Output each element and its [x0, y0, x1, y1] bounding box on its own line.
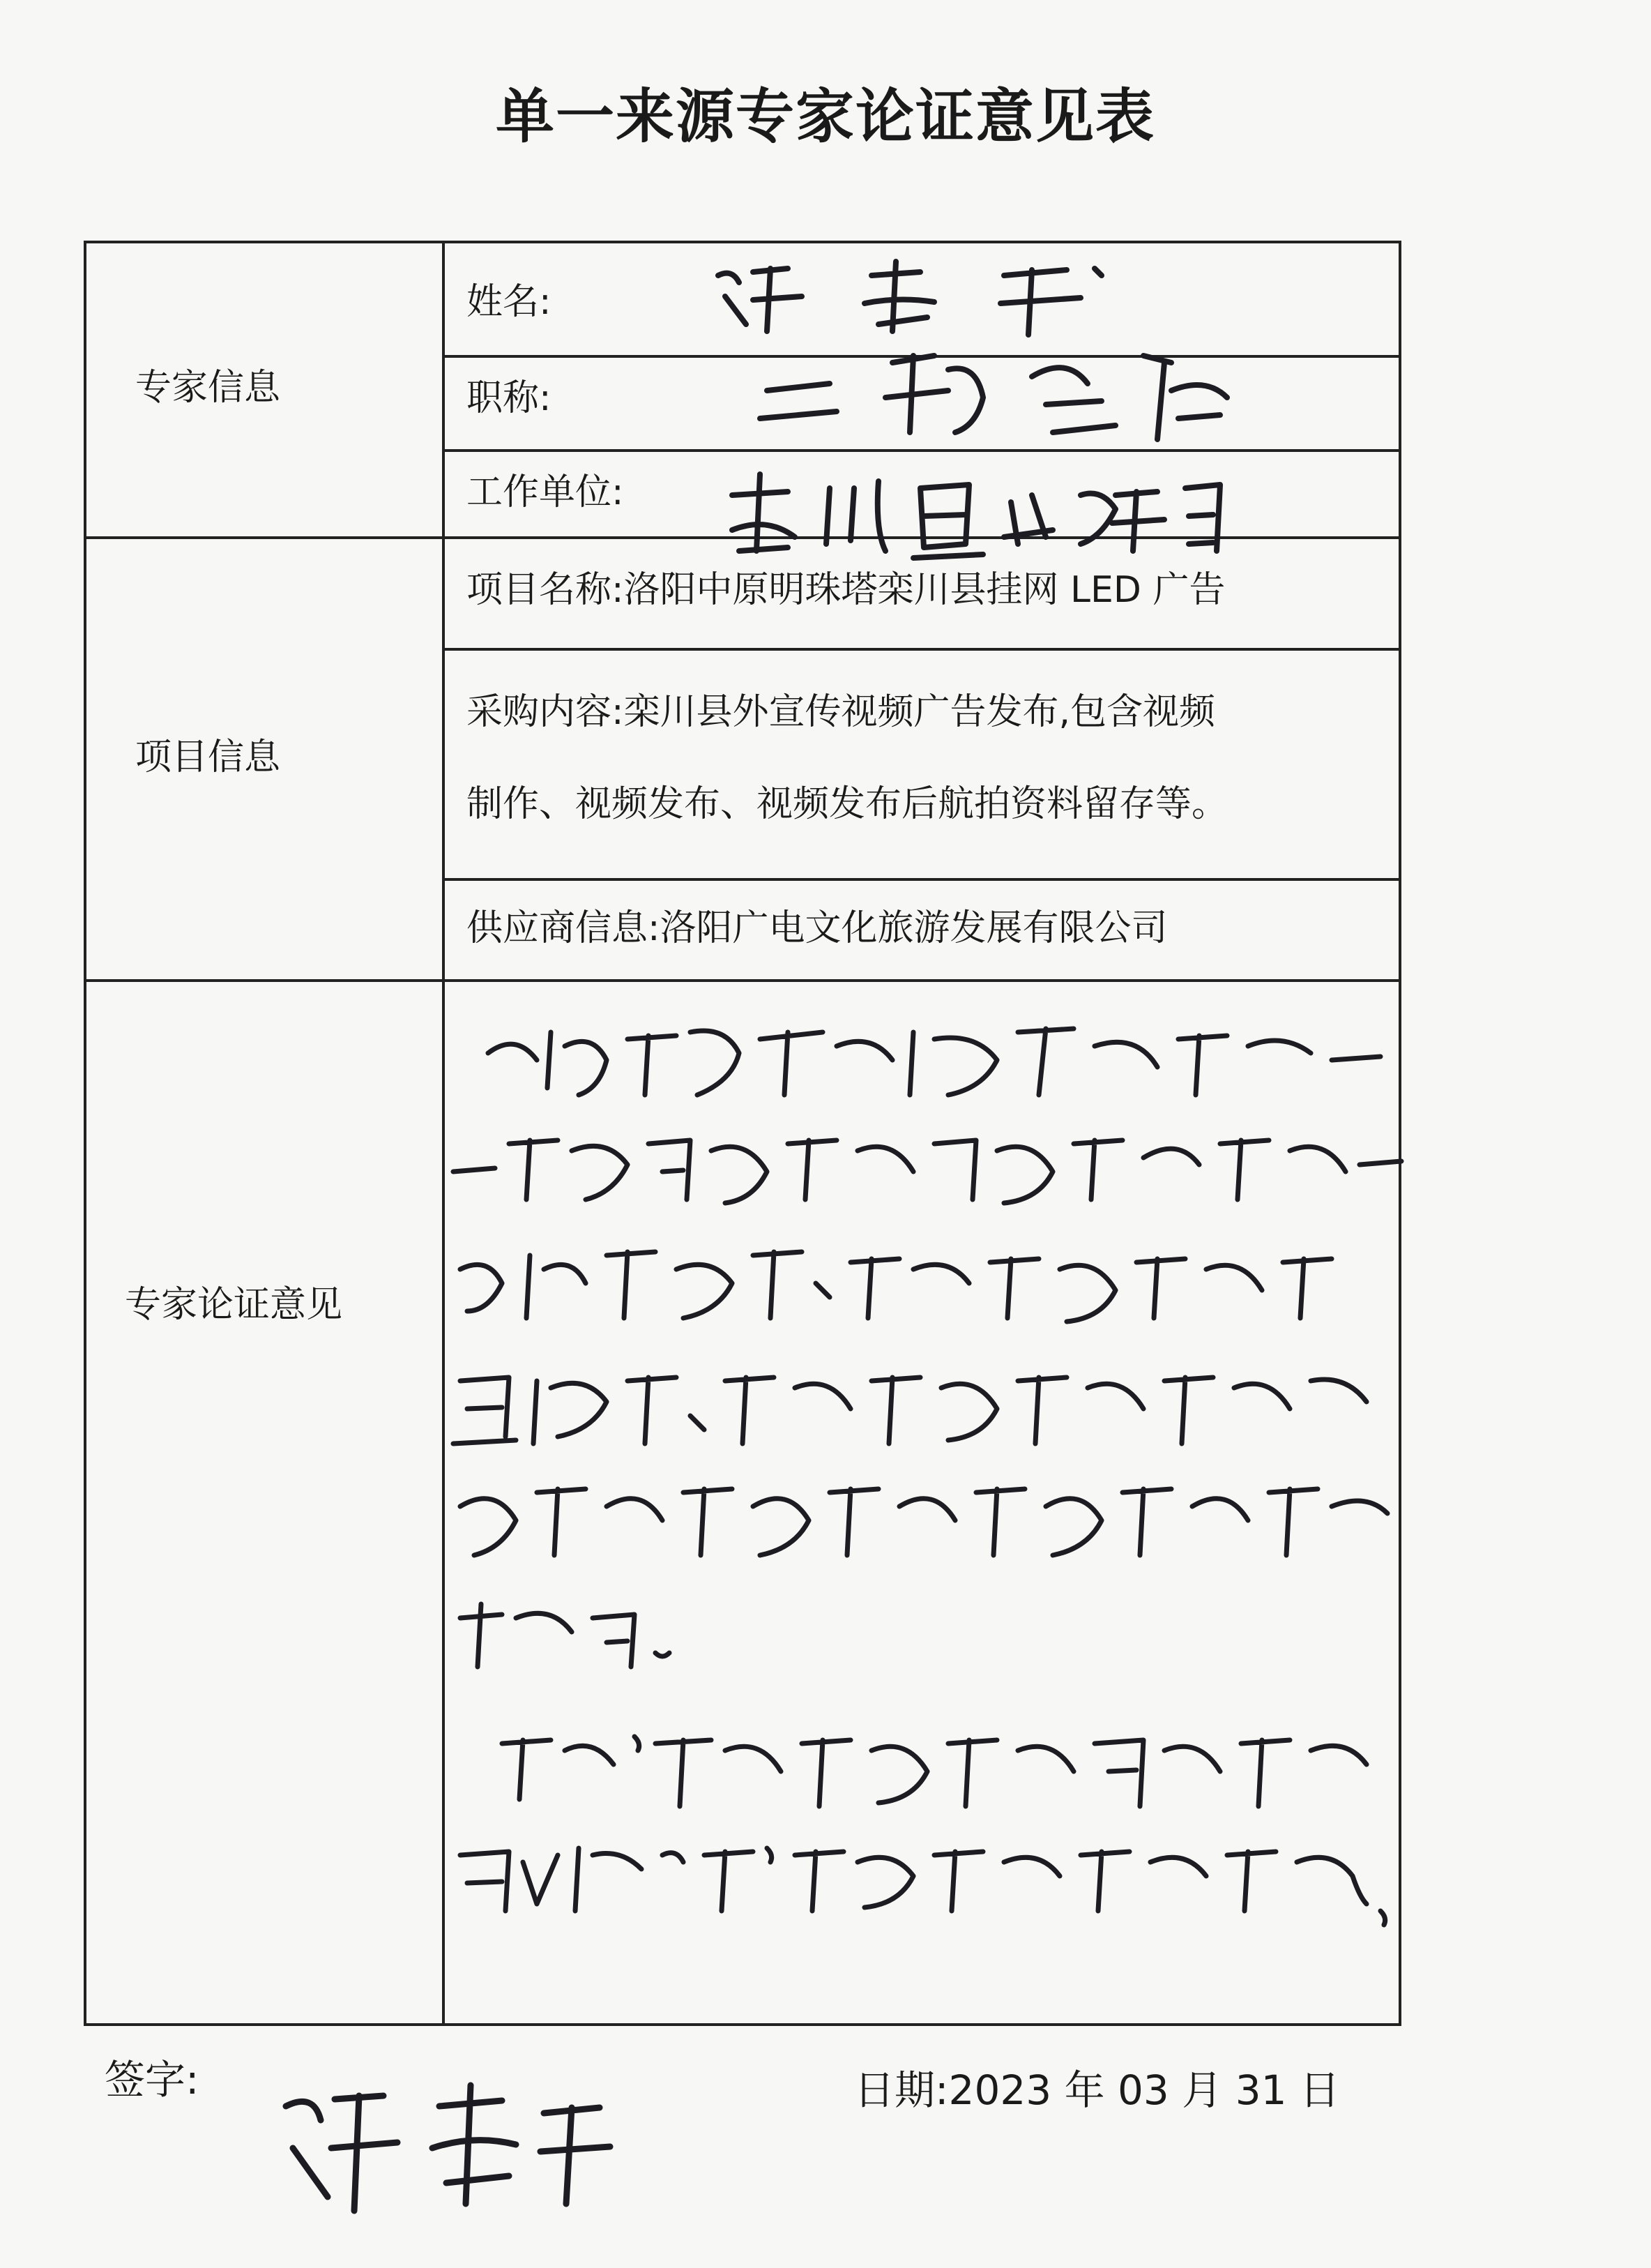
procurement-content-line-1: 采购内容:栾川县外宣传视频广告发布,包含视频 [466, 691, 1216, 733]
row-divider [445, 449, 1399, 452]
column-divider [442, 243, 445, 2023]
handwritten-work-unit-value [725, 460, 1227, 565]
handwritten-signature [265, 2064, 627, 2225]
procurement-content-line-2: 制作、视频发布、视频发布后航拍资料留存等。 [466, 783, 1228, 825]
section-divider [86, 979, 1399, 982]
section-label-expert-opinion: 专家论证意见 [125, 1284, 343, 1326]
handwritten-opinion-text [446, 990, 1422, 2009]
supplier-info: 供应商信息:洛阳广电文化旅游发展有限公司 [466, 907, 1168, 949]
row-divider [445, 648, 1399, 651]
date-text: 日期:2023 年 03 月 31 日 [854, 2066, 1340, 2114]
signature-label: 签字: [105, 2056, 199, 2103]
page-title: 单一来源专家论证意见表 [495, 82, 1155, 151]
section-label-project-info: 项目信息 [135, 736, 281, 778]
handwritten-name-value [704, 248, 1192, 345]
name-label: 姓名: [466, 281, 551, 323]
project-name: 项目名称:洛阳中原明珠塔栾川县挂网 LED 广告 [466, 569, 1226, 611]
work-unit-label: 工作单位: [466, 471, 624, 513]
handwritten-title-value [753, 335, 1241, 446]
job-title-label: 职称: [466, 377, 551, 419]
section-label-expert-info: 专家信息 [135, 367, 281, 409]
row-divider [445, 878, 1399, 881]
